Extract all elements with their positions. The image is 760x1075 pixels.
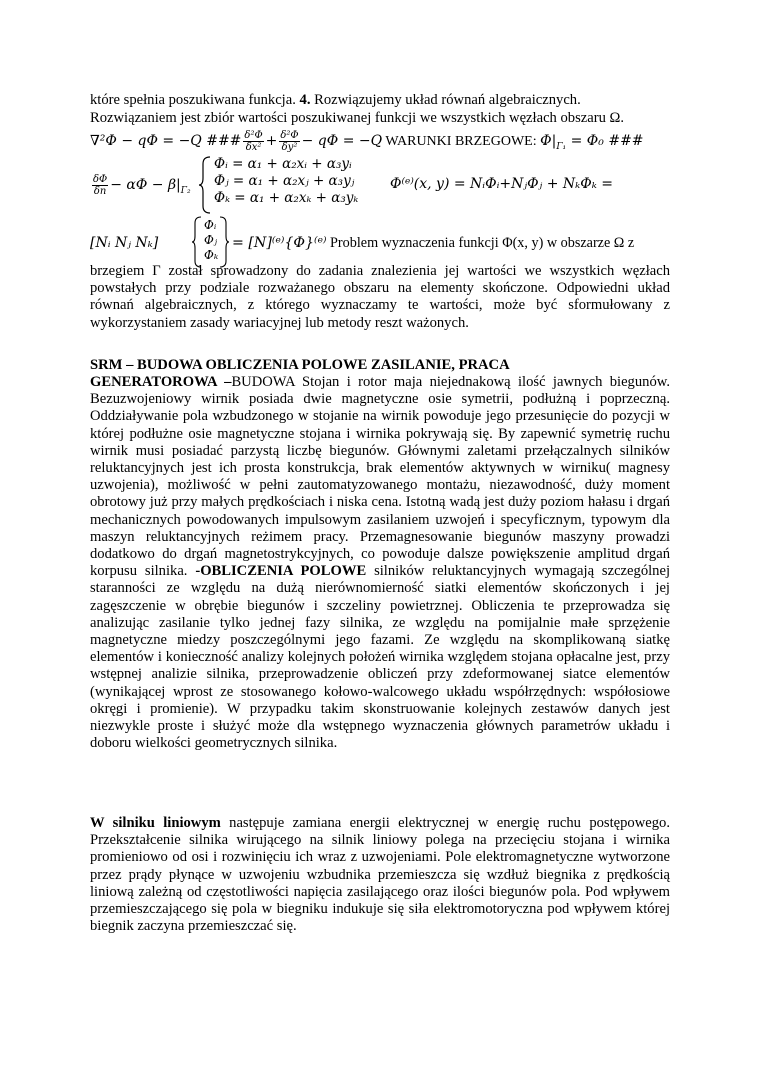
intro-line-1 bbox=[90, 92, 581, 109]
equation-system bbox=[214, 156, 358, 207]
eq2-sub: Γ₂ bbox=[180, 185, 191, 196]
eq1-frac1-num: δ²Φ bbox=[244, 129, 263, 141]
problem-text: Problem wyznaczenia funkcji Φ(x, y) w obszarze Ω z bbox=[326, 235, 635, 251]
fem-paragraph: brzegiem Γ został sprowadzony do zadania znalezienia jej wartości we wszystkich węzłach powstałych przy podziale rozważanego obszaru na elementy skończone. Odpowiedni układ równań algebraicznych, z którego wyznaczamy te wartości, może być sformułowany z wykorzystaniem zasady wariacyjnej lub metody reszt ważonych. bbox=[90, 263, 670, 331]
linear-motor-paragraph bbox=[90, 815, 670, 935]
linear-motor-heading: W silniku liniowym bbox=[90, 815, 221, 831]
srm-obliczenia-text: silników reluktancyjnych wymagają szczególnej staranności ze względu na dużą nierównomierność siatki elementów skończonych i jej zagęszczenie w obrębie biegunów i szczeliny powietrznej. Obliczenia te przeprowadza się analizując zasilanie tylko jednej fazy silnika, ze względu na pomijalnie małe sprzężenie magnetyczne miedzy poszczególnymi jego fazami. Ze względu na skomplikowaną siatkę elementów i konieczność analizy kolejnych położeń wirnika względem stojana opłacalne jest, przy wstępnej analizie silnika, przeprowadzenie obliczeń przy zdeformowanej siatce elementów (wynikającej wprost ze stosowanego kołowo-walcowego układu współrzędnych: współosiowe okręgi i promienie). W przypadku takim skonstruowanie kolejnych zestawów danych jest niezwykle proste i służyć może dla wstępnego wyznaczenia głównych parametrów układu i doboru wielkości geometrycznych silnika. bbox=[90, 563, 670, 752]
srm-heading-line-1 bbox=[90, 357, 670, 374]
srm-paragraph bbox=[90, 374, 670, 752]
eq2-frac-num: δΦ bbox=[93, 173, 108, 185]
eq1-frac1-den: δx² bbox=[245, 141, 262, 153]
intro-text-a: które spełnia poszukiwana funkcja. bbox=[90, 92, 300, 108]
intro-text-2: Rozwiązaniem jest zbiór wartości poszukiwanej funkcji we wszystkich węzłach obszaru Ω. bbox=[90, 110, 625, 126]
column-vector-brace-close bbox=[218, 216, 230, 268]
eq1-plus: + bbox=[265, 133, 278, 149]
eq2-rest: − αΦ − β| bbox=[110, 177, 181, 193]
interpolation-equation: Φ⁽ᵉ⁾(x, y) = NᵢΦᵢ+NⱼΦⱼ + NₖΦₖ = bbox=[390, 176, 614, 192]
column-entry-k: Φₖ bbox=[204, 248, 219, 262]
column-vector-brace bbox=[191, 216, 203, 268]
equation-line-2 bbox=[90, 172, 191, 204]
srm-obliczenia-heading: -OBLICZENIA POLOWE bbox=[195, 563, 367, 580]
eq1-right: − qΦ = −Q bbox=[301, 133, 383, 149]
eq1-fraction-1 bbox=[243, 130, 263, 153]
intro-line-2 bbox=[90, 110, 624, 127]
column-vector bbox=[204, 218, 218, 263]
eq1-bc-sub: Γ₁ bbox=[556, 141, 567, 152]
eq2-fraction bbox=[92, 174, 108, 197]
eq1-fraction-2 bbox=[279, 130, 299, 153]
system-eq-i: Φᵢ = α₁ + α₂xᵢ + α₃yᵢ bbox=[214, 156, 352, 172]
srm-heading-2: GENERATOROWA – bbox=[90, 374, 232, 390]
intro-text-c: Rozwiązujemy układ równań algebraicznych. bbox=[310, 92, 581, 108]
equation-line-1 bbox=[90, 128, 644, 160]
step-number: 4. bbox=[299, 92, 311, 108]
boundary-label: WARUNKI BRZEGOWE: bbox=[382, 134, 541, 149]
eq1-frac2-den: δy² bbox=[281, 141, 298, 153]
srm-budowa-text: BUDOWA Stojan i rotor maja niejednakową ilość jawnych biegunów. Bezuzwojeniowy wirnik posiada dwie magnetyczne osie symetrii, podłużną i poprzeczną. Oddziaływanie pola wzbudzonego w stojanie na wirnik powoduje jego przesunięcie do pozycji w której podłużne osie magnetyczne stojana i wirnika pokrywają się. By zapewnić symetrię ruchu wirnik musi posiadać parzystą liczbę biegunów. Głównymi zaletami przełączalnych silników reluktancyjnych jest ich prosta konstrukcja, brak elementów aktywnych w wirniku( magnesy uzwojenia), możliwość w pełni zautomatyzowanego montażu, niezawodność, duży moment obrotowy już przy małych prędkościach i niska cena. Istotną wadą jest duży poziom hałasu i drgań mechanicznych powodowanych impulsowym zasilaniem uzwojeń i specyficznym, typowym dla maszyn reluktancyjnych reżimem pracy. Przemagnesowanie biegunów maszyny prowadzi dodatkowo do drgań magnetostrykcyjnych, co powoduje dalsze powiększenie amplitud drgań korpusu silnika. bbox=[90, 374, 670, 580]
system-eq-j: Φⱼ = α₁ + α₂xⱼ + α₃yⱼ bbox=[214, 173, 355, 189]
column-entry-i: Φᵢ bbox=[204, 218, 217, 232]
linear-motor-text: następuje zamiana energii elektrycznej w energię ruchu postępowego. Przekształcenie silnika wirującego na silnik liniowy polega na przecięciu stojana i wirnika promieniowo od osi i rozwinięciu ich wraz z uzwojeniami. Pole elektromagnetyczne wytworzone przez prądy płynące w uzwojeniu wzbudnika przemieszcza się wzdłuż biegnika z prędkością liniową zależną od częstotliwości napięcia zasilającego oraz ilości biegunów pola. Pod wpływem przemieszczającego się pola w biegniku indukuje się siła elektromotoryczna pod wpływem której biegnik zaczyna przemieszczać się. bbox=[90, 815, 670, 935]
matrix-equation: = [N]⁽ᵉ⁾{Φ}⁽ᵉ⁾ bbox=[232, 235, 327, 251]
row-vector: [Nᵢ Nⱼ Nₖ] bbox=[90, 235, 159, 251]
column-entry-j: Φⱼ bbox=[204, 233, 218, 247]
system-brace bbox=[198, 156, 212, 214]
system-eq-k: Φₖ = α₁ + α₂xₖ + α₃yₖ bbox=[214, 190, 359, 206]
srm-heading-1: SRM – BUDOWA OBLICZENIA POLOWE ZASILANIE, PRACA bbox=[90, 357, 510, 373]
eq1-bc-end: = Φ₀ ### bbox=[566, 133, 644, 149]
eq1-frac2-num: δ²Φ bbox=[280, 129, 299, 141]
eq1-bc: Φ| bbox=[540, 133, 557, 149]
eq2-frac-den: δn bbox=[93, 185, 107, 197]
eq1-left: ∇²Φ − qΦ = −Q ### bbox=[90, 133, 242, 149]
matrix-line bbox=[232, 235, 634, 252]
